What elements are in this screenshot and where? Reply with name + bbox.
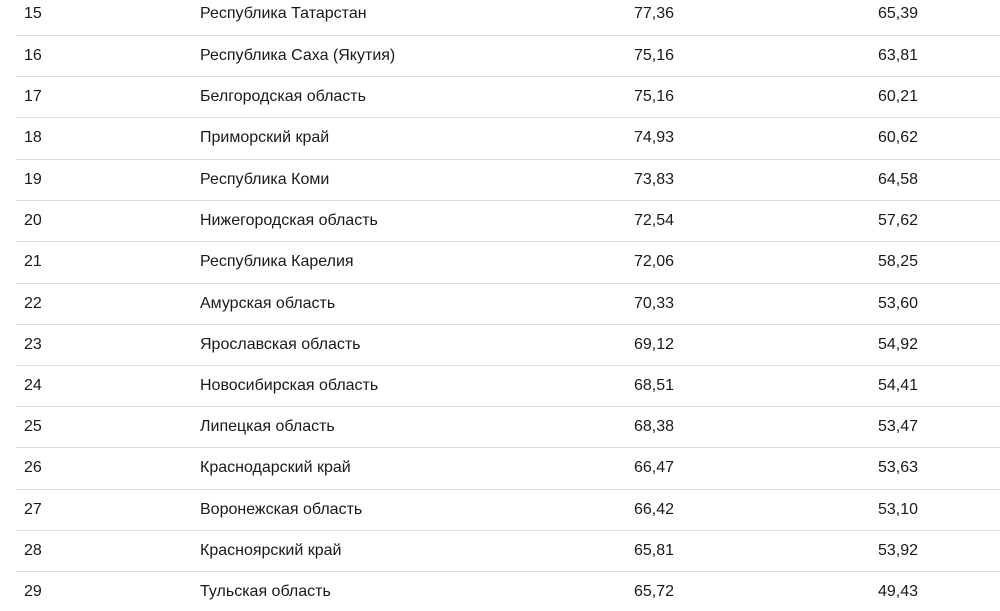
value2-cell: 65,39: [878, 5, 919, 22]
value1-cell: 75,16: [634, 88, 675, 105]
rank-cell: 15: [24, 5, 42, 22]
rank-cell: 23: [24, 336, 42, 353]
value2-cell: 57,62: [878, 212, 919, 229]
table-row: [16, 0, 1000, 35]
rank-cell: 28: [24, 542, 42, 559]
region-cell: Приморский край: [200, 129, 330, 146]
rank-cell: 22: [24, 295, 42, 312]
table-row: [16, 117, 1000, 158]
rank-cell: 24: [24, 377, 42, 394]
value2-cell: 53,92: [878, 542, 919, 559]
value1-cell: 68,38: [634, 418, 675, 435]
rank-cell: 20: [24, 212, 42, 229]
table-row: [16, 530, 1000, 571]
value1-cell: 65,81: [634, 542, 675, 559]
table-row: [16, 571, 1000, 611]
region-cell: Амурская область: [200, 295, 336, 312]
region-cell: Красноярский край: [200, 542, 342, 559]
value1-cell: 75,16: [634, 47, 675, 64]
region-cell: Республика Карелия: [200, 253, 354, 270]
rank-cell: 25: [24, 418, 42, 435]
table-row: [16, 200, 1000, 241]
rank-cell: 19: [24, 171, 42, 188]
rank-cell: 29: [24, 583, 42, 600]
rank-cell: 17: [24, 88, 42, 105]
value2-cell: 64,58: [878, 171, 919, 188]
rank-cell: 26: [24, 459, 42, 476]
table-row: [16, 324, 1000, 365]
rank-cell: 21: [24, 253, 42, 270]
value1-cell: 65,72: [634, 583, 675, 600]
region-cell: Республика Татарстан: [200, 5, 367, 22]
value2-cell: 53,10: [878, 501, 919, 518]
region-cell: Ярославская область: [200, 336, 361, 353]
value2-cell: 53,63: [878, 459, 919, 476]
value1-cell: 72,54: [634, 212, 675, 229]
value2-cell: 63,81: [878, 47, 919, 64]
value2-cell: 60,21: [878, 88, 919, 105]
value1-cell: 77,36: [634, 5, 675, 22]
value1-cell: 72,06: [634, 253, 675, 270]
table-row: [16, 76, 1000, 117]
value2-cell: 53,47: [878, 418, 919, 435]
region-cell: Воронежская область: [200, 501, 363, 518]
value1-cell: 73,83: [634, 171, 675, 188]
value2-cell: 58,25: [878, 253, 919, 270]
value1-cell: 70,33: [634, 295, 675, 312]
rank-cell: 16: [24, 47, 42, 64]
region-cell: Белгородская область: [200, 88, 366, 105]
value1-cell: 69,12: [634, 336, 675, 353]
value2-cell: 60,62: [878, 129, 919, 146]
region-cell: Республика Коми: [200, 171, 330, 188]
value1-cell: 68,51: [634, 377, 675, 394]
region-cell: Тульская область: [200, 583, 331, 600]
value2-cell: 49,43: [878, 583, 919, 600]
region-cell: Липецкая область: [200, 418, 335, 435]
rank-cell: 18: [24, 129, 42, 146]
table-row: [16, 406, 1000, 447]
value2-cell: 54,92: [878, 336, 919, 353]
value1-cell: 66,42: [634, 501, 675, 518]
table-row: [16, 283, 1000, 324]
table-row: [16, 159, 1000, 200]
rank-cell: 27: [24, 501, 42, 518]
table-row: [16, 447, 1000, 488]
value1-cell: 66,47: [634, 459, 675, 476]
table-row: [16, 241, 1000, 282]
region-cell: Краснодарский край: [200, 459, 351, 476]
region-cell: Республика Саха (Якутия): [200, 47, 396, 64]
table-row: [16, 489, 1000, 530]
value2-cell: 53,60: [878, 295, 919, 312]
table-row: [16, 365, 1000, 406]
region-cell: Новосибирская область: [200, 377, 379, 394]
value1-cell: 74,93: [634, 129, 675, 146]
value2-cell: 54,41: [878, 377, 919, 394]
table-row: [16, 35, 1000, 76]
region-cell: Нижегородская область: [200, 212, 378, 229]
